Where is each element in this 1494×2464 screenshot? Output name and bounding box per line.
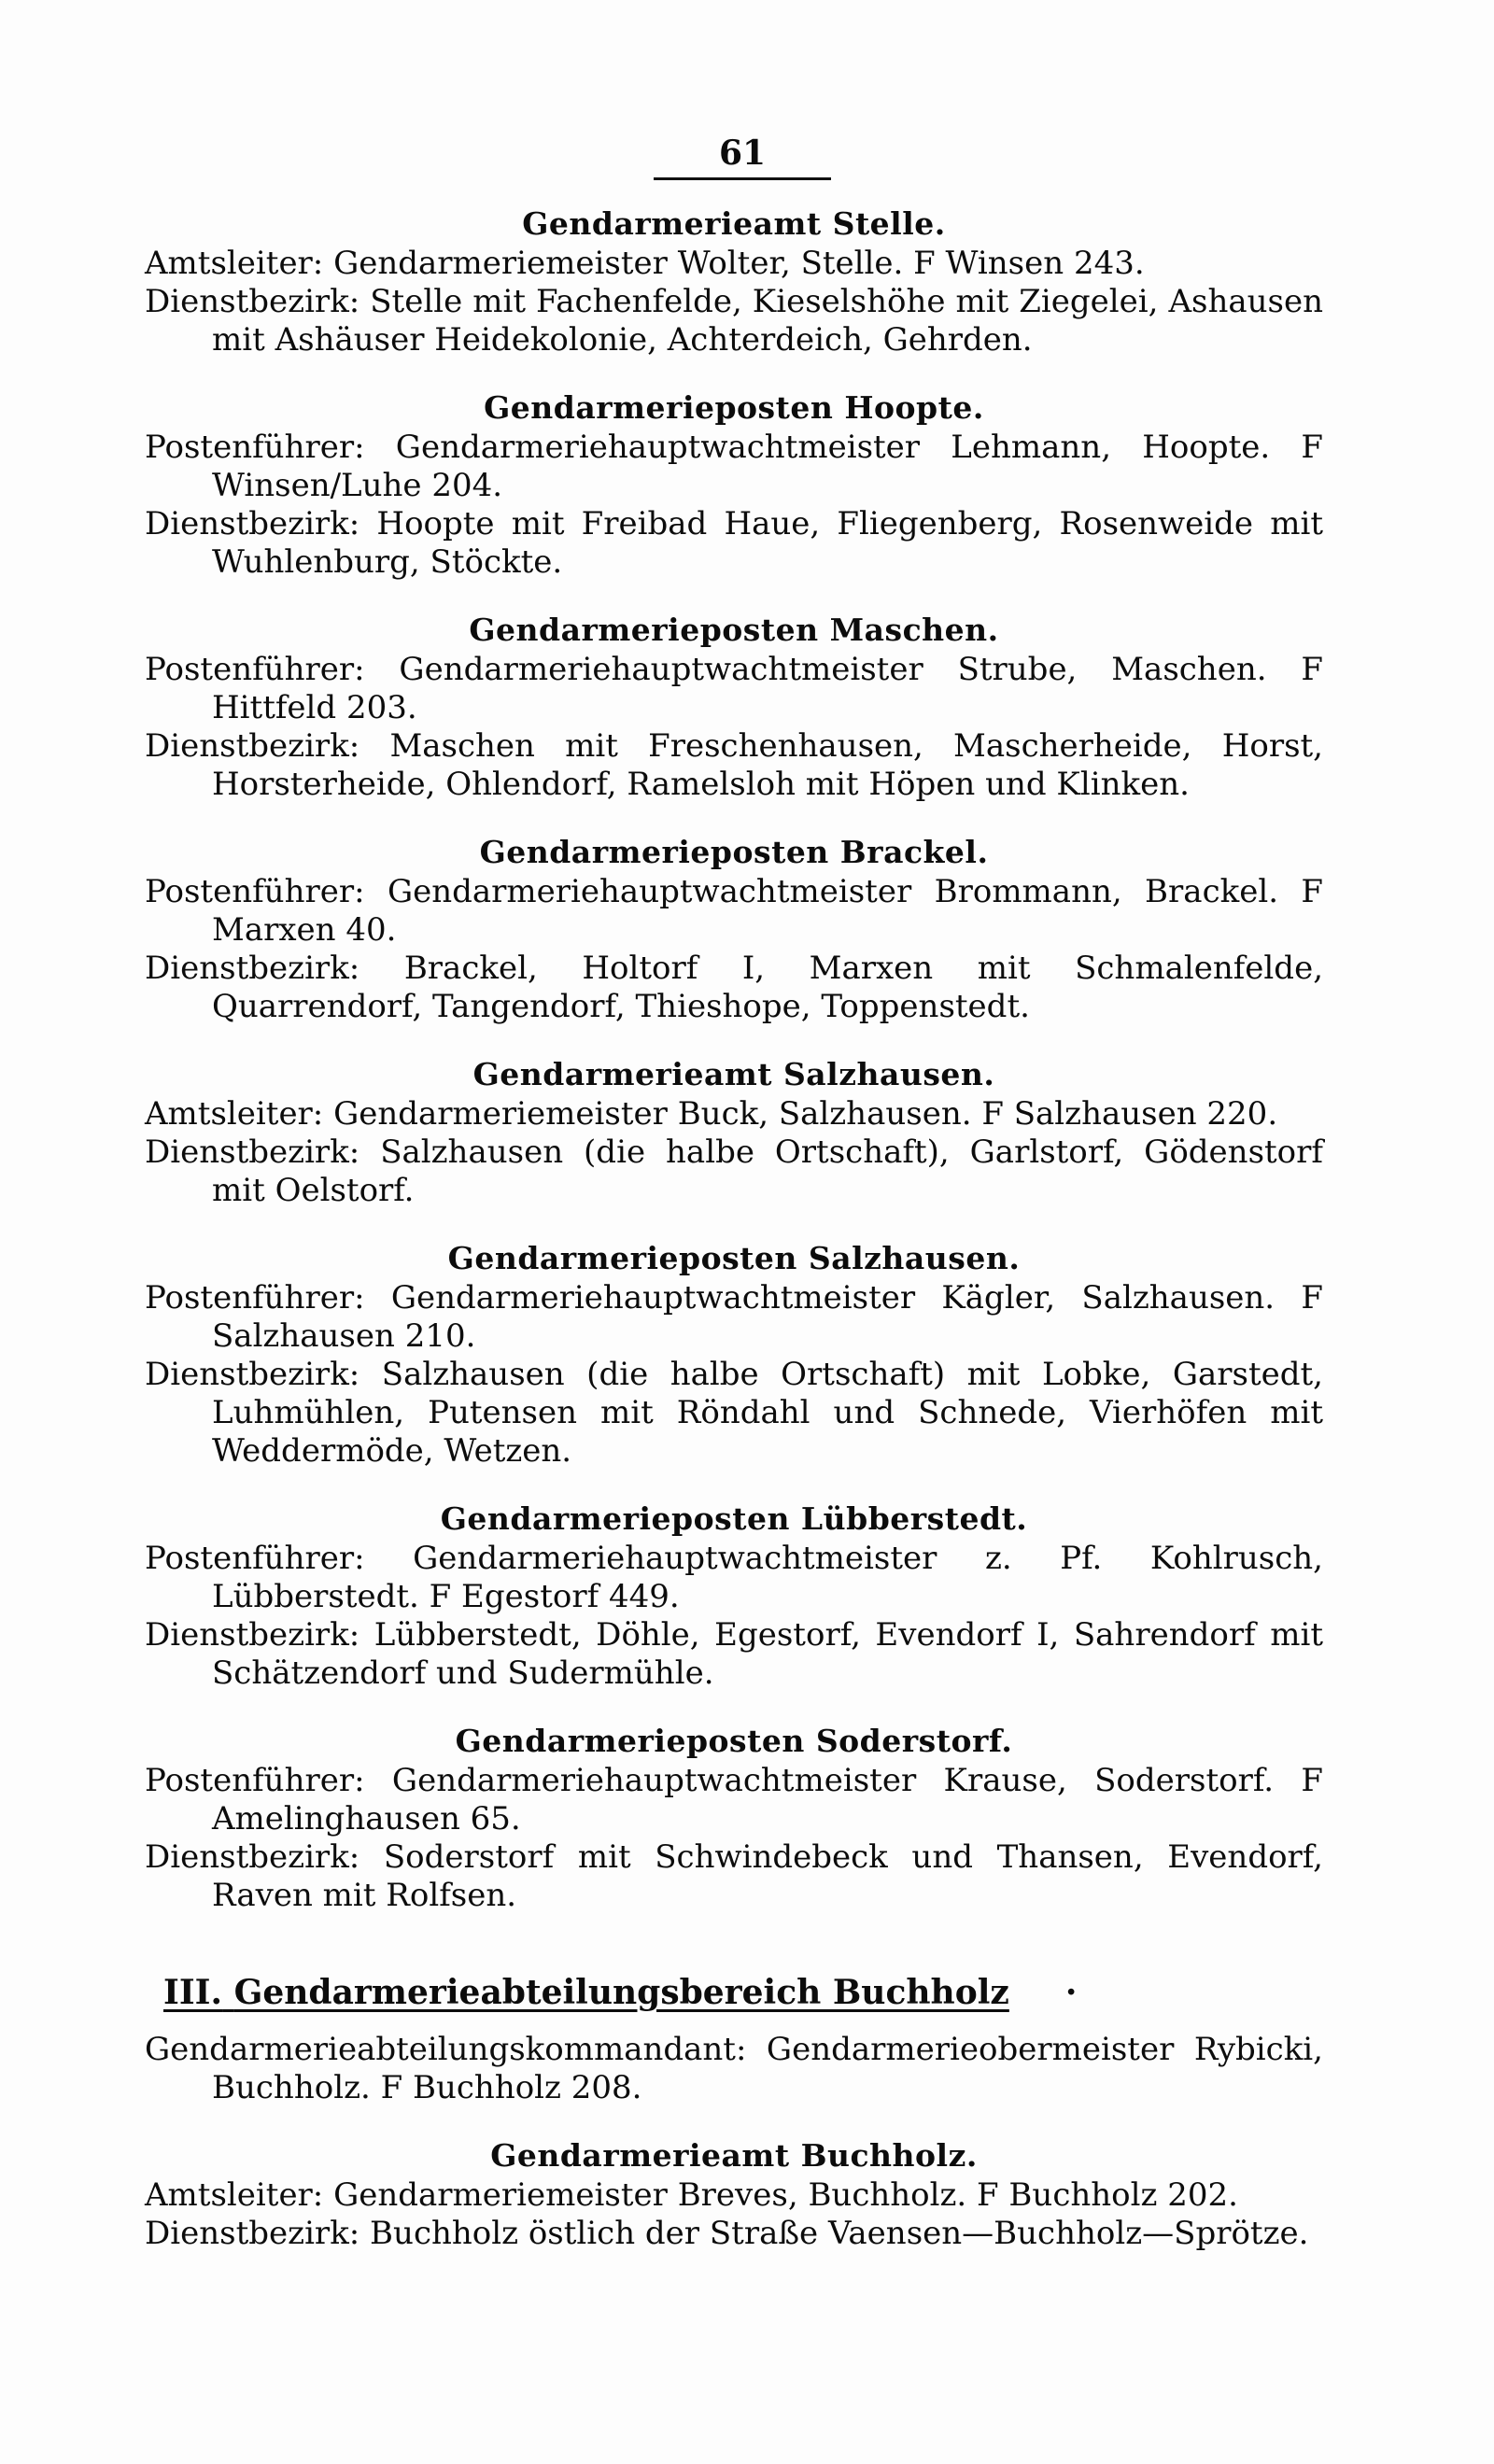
entry-dienstbezirk: Dienstbezirk: Stelle mit Fachenfelde, Kieselshöhe mit Ziegelei, Ashausen mit Ashäuser Heidekolonie, Achterdeich, Gehrden. bbox=[145, 283, 1323, 359]
section-gendarmerieposten-brackel bbox=[145, 832, 1323, 1026]
section-gendarmerieposten-salzhausen bbox=[145, 1238, 1323, 1471]
section-heading: Gendarmerieamt Salzhausen. bbox=[472, 1056, 995, 1092]
region-commander-block bbox=[145, 2031, 1323, 2107]
section-gendarmerieposten-maschen bbox=[145, 610, 1323, 804]
entry-postenfuehrer: Postenführer: Gendarmeriehauptwachtmeister Brommann, Brackel. F Marxen 40. bbox=[145, 873, 1323, 949]
entry-postenfuehrer: Postenführer: Gendarmeriehauptwachtmeister z. Pf. Kohlrusch, Lübberstedt. F Egestorf 449. bbox=[145, 1540, 1323, 1615]
entry-dienstbezirk: Dienstbezirk: Soderstorf mit Schwindebeck und Thansen, Evendorf, Raven mit Rolfsen. bbox=[145, 1838, 1323, 1914]
entry-amtsleiter: Amtsleiter: Gendarmeriemeister Breves, Buchholz. F Buchholz 202. bbox=[145, 2176, 1238, 2214]
entry-dienstbezirk: Dienstbezirk: Salzhausen (die halbe Ortschaft), Garlstorf, Gödenstorf mit Oelstorf. bbox=[145, 1133, 1323, 1209]
entry-dienstbezirk: Dienstbezirk: Salzhausen (die halbe Ortschaft) mit Lobke, Garstedt, Luhmühlen, Putensen mit Röndahl und Schnede, Vierhöfen mit Weddermöde, Wetzen. bbox=[145, 1356, 1323, 1470]
entry-postenfuehrer: Postenführer: Gendarmeriehauptwachtmeister Kägler, Salzhausen. F Salzhausen 210. bbox=[145, 1279, 1323, 1355]
section-heading: Gendarmerieposten Hoopte. bbox=[484, 389, 984, 426]
region-numeral: III. bbox=[163, 1973, 223, 2012]
entry-abteilungskommandant: Gendarmerieabteilungskommandant: Gendarmerieobermeister Rybicki, Buchholz. F Buchholz 208. bbox=[145, 2031, 1323, 2106]
section-gendarmerieposten-luebberstedt bbox=[145, 1499, 1323, 1693]
section-heading: Gendarmerieposten Soderstorf. bbox=[455, 1723, 1013, 1759]
page-header bbox=[654, 133, 831, 180]
section-gendarmerieposten-soderstorf bbox=[145, 1721, 1323, 1915]
entry-postenfuehrer: Postenführer: Gendarmeriehauptwachtmeister Lehmann, Hoopte. F Winsen/Luhe 204. bbox=[145, 429, 1323, 504]
section-heading: Gendarmerieposten Maschen. bbox=[469, 612, 999, 648]
entry-dienstbezirk: Dienstbezirk: Buchholz östlich der Straße Vaensen—Buchholz—Sprötze. bbox=[145, 2215, 1309, 2252]
entry-postenfuehrer: Postenführer: Gendarmeriehauptwachtmeister Strube, Maschen. F Hittfeld 203. bbox=[145, 651, 1323, 726]
entry-amtsleiter: Amtsleiter: Gendarmeriemeister Buck, Salzhausen. F Salzhausen 220. bbox=[145, 1095, 1278, 1133]
page-number-rule bbox=[654, 177, 831, 180]
section-gendarmerieamt-stelle bbox=[145, 204, 1323, 359]
section-heading: Gendarmerieposten Lübberstedt. bbox=[440, 1500, 1028, 1537]
section-gendarmerieposten-hoopte bbox=[145, 387, 1323, 582]
section-heading: Gendarmerieposten Brackel. bbox=[479, 834, 989, 870]
entry-dienstbezirk: Dienstbezirk: Brackel, Holtorf I, Marxen mit Schmalenfelde, Quarrendorf, Tangendorf, Thieshope, Toppenstedt. bbox=[145, 950, 1323, 1025]
region-heading bbox=[163, 1971, 1323, 2014]
entry-dienstbezirk: Dienstbezirk: Hoopte mit Freibad Haue, Fliegenberg, Rosenweide mit Wuhlenburg, Stöckte. bbox=[145, 505, 1323, 581]
document-body bbox=[145, 204, 1323, 2281]
entry-postenfuehrer: Postenführer: Gendarmeriehauptwachtmeister Krause, Soderstorf. F Amelinghausen 65. bbox=[145, 1762, 1323, 1837]
region-title: Gendarmerieabteilungsbereich Buchholz bbox=[233, 1973, 1009, 2012]
section-gendarmerieamt-salzhausen bbox=[145, 1054, 1323, 1210]
section-heading: Gendarmerieamt Stelle. bbox=[522, 205, 946, 242]
stray-dot: · bbox=[1064, 1973, 1078, 2012]
entry-dienstbezirk: Dienstbezirk: Lübberstedt, Döhle, Egestorf, Evendorf I, Sahrendorf mit Schätzendorf und Sudermühle. bbox=[145, 1616, 1323, 1692]
section-gendarmerieamt-buchholz bbox=[145, 2135, 1323, 2253]
entry-dienstbezirk: Dienstbezirk: Maschen mit Freschenhausen, Mascherheide, Horst, Horsterheide, Ohlendorf, Ramelsloh mit Höpen und Klinken. bbox=[145, 727, 1323, 803]
page-number: 61 bbox=[718, 134, 767, 173]
section-heading: Gendarmerieamt Buchholz. bbox=[490, 2137, 978, 2174]
entry-amtsleiter: Amtsleiter: Gendarmeriemeister Wolter, Stelle. F Winsen 243. bbox=[145, 245, 1145, 282]
section-heading: Gendarmerieposten Salzhausen. bbox=[447, 1240, 1021, 1276]
